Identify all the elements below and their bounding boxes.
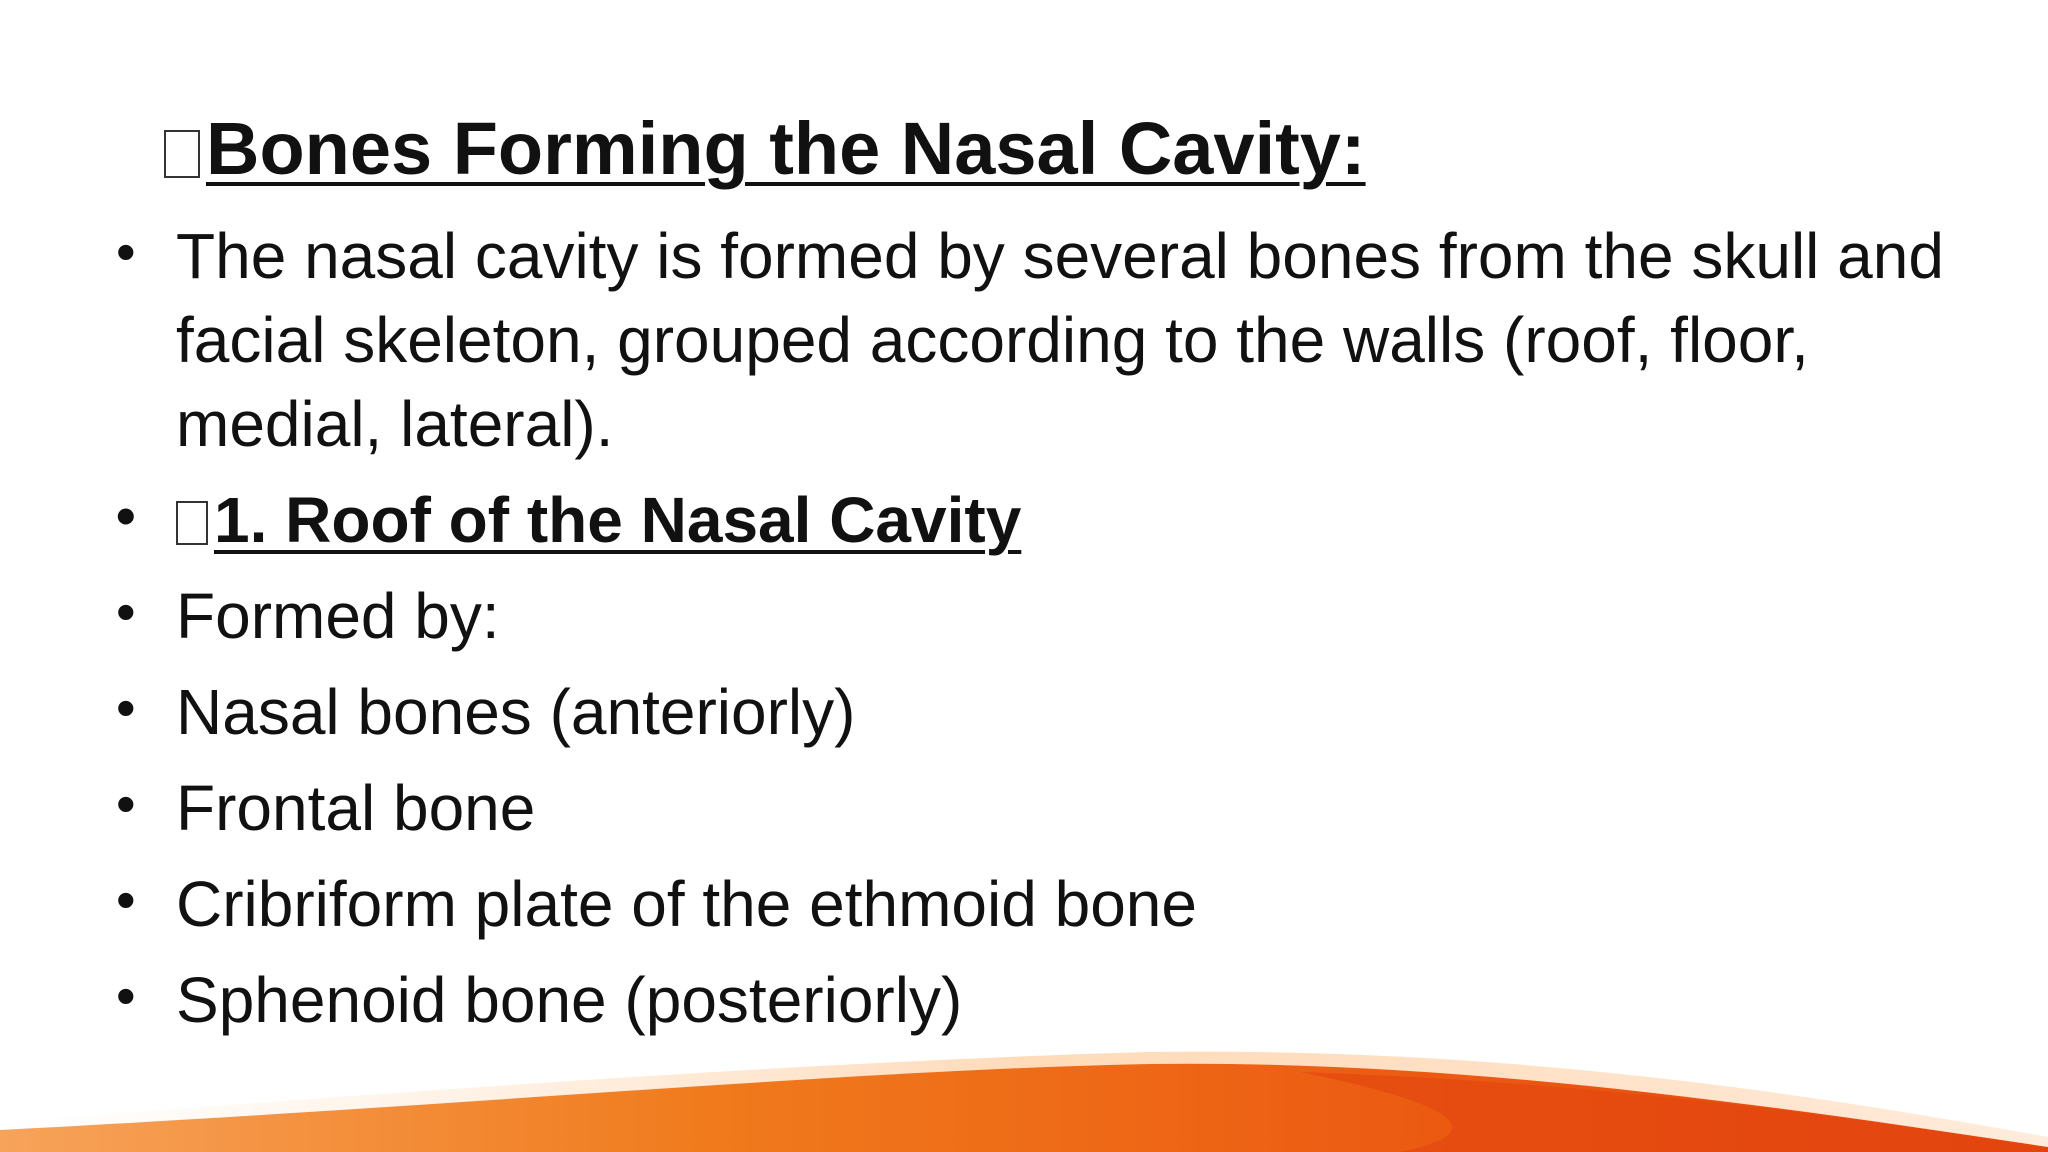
bullet-heading-text-wrap [176, 484, 1021, 556]
bullet-item [116, 766, 1976, 850]
bullet-item [116, 214, 1976, 466]
bullet-text: Formed by: [176, 580, 500, 652]
bullet-heading [116, 478, 1976, 562]
bullet-dot-icon: • [116, 220, 136, 283]
bullet-dot-icon: • [116, 964, 136, 1027]
bullet-text: Nasal bones (anteriorly) [176, 676, 856, 748]
bullet-dot-icon: • [116, 484, 136, 547]
bullet-dot-icon: • [116, 772, 136, 835]
bullet-dot-icon: • [116, 868, 136, 931]
bullet-dot-icon: • [116, 580, 136, 643]
slide-title [164, 108, 1366, 189]
bullet-list [116, 214, 1976, 1054]
bullet-text: Cribriform plate of the ethmoid bone [176, 868, 1197, 940]
bullet-heading-text: 1. Roof of the Nasal Cavity [214, 484, 1022, 556]
bullet-item [116, 862, 1976, 946]
orange-wave-decoration [0, 1022, 2048, 1152]
bullet-text: Frontal bone [176, 772, 536, 844]
bullet-item [116, 670, 1976, 754]
bullet-dot-icon: • [116, 676, 136, 739]
missing-glyph-icon [164, 130, 200, 178]
bullet-text: Sphenoid bone (posteriorly) [176, 964, 963, 1036]
missing-glyph-icon [176, 501, 208, 545]
bullet-item [116, 574, 1976, 658]
bullet-text: The nasal cavity is formed by several bones from the skull and facial skeleton, grouped according to the walls (roof, floor, medial, lateral). [176, 220, 1944, 460]
slide-title-text: Bones Forming the Nasal Cavity: [206, 107, 1366, 190]
